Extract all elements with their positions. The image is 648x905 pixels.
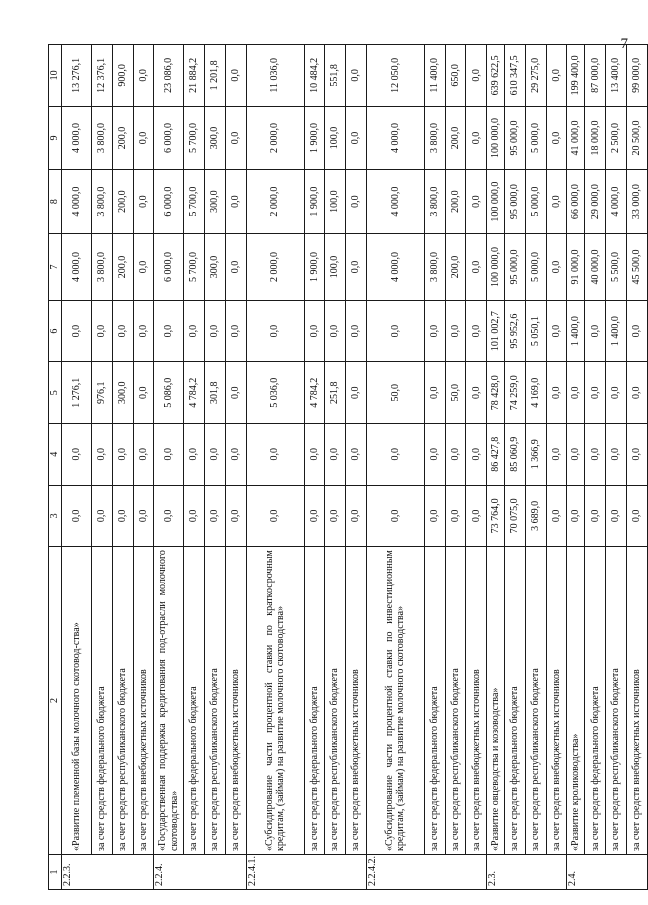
value-cell: 2 000,0	[246, 106, 304, 170]
value-cell: 0,0	[627, 362, 648, 424]
funding-source-row	[92, 45, 113, 890]
value-cell: 0,0	[225, 45, 246, 107]
value-cell: 1 400,0	[606, 300, 627, 362]
row-title: «Субсидирование части процентной ставки по инвестиционным кредитам, (займам) на развитие молочного скотоводства»	[366, 547, 424, 855]
value-cell: 85 060,9	[505, 424, 526, 486]
value-cell: 4 000,0	[366, 106, 424, 170]
value-cell: 0,0	[585, 424, 606, 486]
value-cell: 100 000,0	[487, 234, 505, 301]
value-cell: 3 800,0	[92, 106, 113, 170]
value-cell: 100 000,0	[487, 170, 505, 234]
value-cell: 976,1	[92, 362, 113, 424]
group-row	[366, 45, 424, 890]
value-cell: 91 000,0	[567, 234, 585, 301]
group-row	[246, 45, 304, 890]
column-header: 1	[49, 854, 62, 889]
value-cell: 5 050,1	[525, 300, 546, 362]
value-cell: 6 000,0	[154, 106, 184, 170]
value-cell: 95 000,0	[505, 234, 526, 301]
row-title: «Развитие овцеводства и козоводства»	[487, 547, 505, 855]
value-cell: 0,0	[304, 424, 325, 486]
row-code: 2.2.4.2.	[366, 854, 486, 889]
value-cell: 50,0	[445, 362, 466, 424]
value-cell: 300,0	[205, 170, 226, 234]
funding-source-row	[304, 45, 325, 890]
value-cell: 0,0	[133, 45, 154, 107]
funding-source-row	[184, 45, 205, 890]
value-cell: 0,0	[424, 485, 445, 547]
value-cell: 4 000,0	[606, 170, 627, 234]
value-cell: 23 086,0	[154, 45, 184, 107]
funding-source-label: за счет средств внебюджетных источников	[546, 547, 567, 855]
row-title: «Развитие кролиководства»	[567, 547, 585, 855]
value-cell: 0,0	[225, 300, 246, 362]
value-cell: 3 800,0	[92, 234, 113, 301]
value-cell: 0,0	[567, 485, 585, 547]
value-cell: 0,0	[304, 485, 325, 547]
value-cell: 0,0	[585, 362, 606, 424]
row-code: 2.2.4.	[154, 854, 246, 889]
row-code: 2.2.4.1.	[246, 854, 366, 889]
value-cell: 95 000,0	[505, 106, 526, 170]
value-cell: 0,0	[466, 485, 487, 547]
value-cell: 0,0	[92, 300, 113, 362]
value-cell: 13 400,0	[606, 45, 627, 107]
value-cell: 0,0	[346, 485, 367, 547]
value-cell: 0,0	[133, 106, 154, 170]
funding-source-row	[525, 45, 546, 890]
value-cell: 639 622,5	[487, 45, 505, 107]
row-title: «Государственная поддержка кредитования под-отрасли молочного скотоводства»	[154, 547, 184, 855]
funding-source-label: за счет средств федерального бюджета	[92, 547, 113, 855]
value-cell: 3 689,0	[525, 485, 546, 547]
value-cell: 0,0	[466, 170, 487, 234]
value-cell: 74 259,0	[505, 362, 526, 424]
value-cell: 6 000,0	[154, 234, 184, 301]
funding-source-label: за счет средств республиканского бюджета	[445, 547, 466, 855]
value-cell: 4 000,0	[62, 170, 92, 234]
value-cell: 0,0	[346, 300, 367, 362]
group-row	[62, 45, 92, 890]
value-cell: 3 800,0	[424, 106, 445, 170]
column-header: 7	[49, 234, 62, 301]
value-cell: 2 000,0	[246, 234, 304, 301]
funding-source-row	[133, 45, 154, 890]
value-cell: 50,0	[366, 362, 424, 424]
table-body	[49, 45, 648, 890]
value-cell: 0,0	[466, 362, 487, 424]
value-cell: 41 000,0	[567, 106, 585, 170]
value-cell: 300,0	[205, 234, 226, 301]
value-cell: 0,0	[225, 234, 246, 301]
value-cell: 0,0	[246, 485, 304, 547]
value-cell: 11 036,0	[246, 45, 304, 107]
funding-source-row	[585, 45, 606, 890]
value-cell: 0,0	[466, 234, 487, 301]
funding-source-row	[466, 45, 487, 890]
value-cell: 0,0	[445, 300, 466, 362]
value-cell: 0,0	[346, 45, 367, 107]
value-cell: 0,0	[346, 106, 367, 170]
value-cell: 5 700,0	[184, 170, 205, 234]
column-header: 2	[49, 547, 62, 855]
value-cell: 0,0	[225, 170, 246, 234]
row-code: 2.4.	[567, 854, 648, 889]
value-cell: 200,0	[112, 106, 133, 170]
value-cell: 29 000,0	[585, 170, 606, 234]
value-cell: 0,0	[325, 424, 346, 486]
value-cell: 95 000,0	[505, 170, 526, 234]
value-cell: 10 484,2	[304, 45, 325, 107]
value-cell: 200,0	[445, 234, 466, 301]
funding-source-row	[424, 45, 445, 890]
value-cell: 0,0	[325, 300, 346, 362]
value-cell: 0,0	[133, 424, 154, 486]
value-cell: 0,0	[346, 170, 367, 234]
value-cell: 11 400,0	[424, 45, 445, 107]
value-cell: 0,0	[546, 362, 567, 424]
value-cell: 0,0	[133, 234, 154, 301]
value-cell: 0,0	[62, 300, 92, 362]
value-cell: 0,0	[62, 485, 92, 547]
value-cell: 0,0	[225, 362, 246, 424]
value-cell: 6 000,0	[154, 170, 184, 234]
value-cell: 5 086,0	[154, 362, 184, 424]
row-code: 2.3.	[487, 854, 567, 889]
value-cell: 200,0	[445, 170, 466, 234]
value-cell: 20 500,0	[627, 106, 648, 170]
value-cell: 0,0	[225, 106, 246, 170]
value-cell: 0,0	[346, 362, 367, 424]
funding-source-label: за счет средств федерального бюджета	[424, 547, 445, 855]
value-cell: 1 900,0	[304, 234, 325, 301]
value-cell: 0,0	[546, 234, 567, 301]
value-cell: 251,8	[325, 362, 346, 424]
value-cell: 0,0	[154, 424, 184, 486]
value-cell: 0,0	[466, 106, 487, 170]
value-cell: 2 500,0	[606, 106, 627, 170]
column-header: 4	[49, 424, 62, 486]
value-cell: 200,0	[445, 106, 466, 170]
value-cell: 0,0	[606, 362, 627, 424]
group-row	[487, 45, 505, 890]
value-cell: 0,0	[225, 485, 246, 547]
header-row	[49, 45, 62, 890]
value-cell: 0,0	[424, 424, 445, 486]
value-cell: 0,0	[346, 424, 367, 486]
value-cell: 199 400,0	[567, 45, 585, 107]
value-cell: 18 000,0	[585, 106, 606, 170]
value-cell: 5 000,0	[525, 106, 546, 170]
funding-source-label: за счет средств республиканского бюджета	[205, 547, 226, 855]
group-row	[567, 45, 585, 890]
funding-source-label: за счет средств республиканского бюджета	[525, 547, 546, 855]
value-cell: 29 275,0	[525, 45, 546, 107]
funding-source-row	[606, 45, 627, 890]
funding-source-label: за счет средств федерального бюджета	[184, 547, 205, 855]
value-cell: 0,0	[346, 234, 367, 301]
value-cell: 0,0	[366, 424, 424, 486]
funding-source-row	[112, 45, 133, 890]
value-cell: 0,0	[205, 485, 226, 547]
value-cell: 0,0	[546, 424, 567, 486]
value-cell: 86 427,8	[487, 424, 505, 486]
value-cell: 78 428,0	[487, 362, 505, 424]
funding-source-row	[505, 45, 526, 890]
value-cell: 100,0	[325, 234, 346, 301]
value-cell: 1 366,9	[525, 424, 546, 486]
value-cell: 0,0	[133, 300, 154, 362]
funding-source-label: за счет средств республиканского бюджета	[325, 547, 346, 855]
value-cell: 0,0	[466, 300, 487, 362]
value-cell: 100,0	[325, 106, 346, 170]
value-cell: 0,0	[546, 300, 567, 362]
funding-source-label: за счет средств внебюджетных источников	[346, 547, 367, 855]
value-cell: 0,0	[567, 362, 585, 424]
value-cell: 0,0	[627, 300, 648, 362]
value-cell: 0,0	[627, 485, 648, 547]
value-cell: 0,0	[246, 424, 304, 486]
funding-source-label: за счет средств внебюджетных источников	[133, 547, 154, 855]
value-cell: 200,0	[112, 234, 133, 301]
value-cell: 0,0	[112, 424, 133, 486]
value-cell: 0,0	[325, 485, 346, 547]
value-cell: 0,0	[546, 170, 567, 234]
value-cell: 0,0	[585, 485, 606, 547]
column-header: 3	[49, 485, 62, 547]
funding-source-row	[346, 45, 367, 890]
column-header: 8	[49, 170, 62, 234]
funding-source-label: за счет средств федерального бюджета	[304, 547, 325, 855]
value-cell: 4 000,0	[62, 234, 92, 301]
funding-source-label: за счет средств федерального бюджета	[585, 547, 606, 855]
value-cell: 1 900,0	[304, 106, 325, 170]
column-header: 6	[49, 300, 62, 362]
value-cell: 200,0	[112, 170, 133, 234]
value-cell: 95 952,6	[505, 300, 526, 362]
row-title: «Субсидирование части процентной ставки по краткосрочным кредитам, (займам) на развитие молочного скотоводства»	[246, 547, 304, 855]
value-cell: 0,0	[184, 485, 205, 547]
row-code: 2.2.3.	[62, 854, 154, 889]
value-cell: 99 000,0	[627, 45, 648, 107]
funding-source-label: за счет средств республиканского бюджета	[112, 547, 133, 855]
value-cell: 0,0	[133, 170, 154, 234]
value-cell: 45 500,0	[627, 234, 648, 301]
value-cell: 650,0	[445, 45, 466, 107]
value-cell: 12 050,0	[366, 45, 424, 107]
value-cell: 5 700,0	[184, 106, 205, 170]
value-cell: 5 000,0	[525, 170, 546, 234]
funding-source-label: за счет средств внебюджетных источников	[225, 547, 246, 855]
value-cell: 0,0	[546, 106, 567, 170]
value-cell: 0,0	[92, 485, 113, 547]
value-cell: 0,0	[246, 300, 304, 362]
value-cell: 0,0	[424, 362, 445, 424]
value-cell: 4 784,2	[304, 362, 325, 424]
value-cell: 0,0	[154, 300, 184, 362]
value-cell: 73 764,0	[487, 485, 505, 547]
value-cell: 0,0	[627, 424, 648, 486]
value-cell: 33 000,0	[627, 170, 648, 234]
value-cell: 12 376,1	[92, 45, 113, 107]
value-cell: 0,0	[585, 300, 606, 362]
value-cell: 87 000,0	[585, 45, 606, 107]
value-cell: 4 000,0	[366, 170, 424, 234]
value-cell: 0,0	[424, 300, 445, 362]
value-cell: 4 169,0	[525, 362, 546, 424]
funding-source-row	[205, 45, 226, 890]
value-cell: 0,0	[205, 424, 226, 486]
value-cell: 1 276,1	[62, 362, 92, 424]
value-cell: 0,0	[133, 485, 154, 547]
value-cell: 0,0	[445, 485, 466, 547]
value-cell: 5 000,0	[525, 234, 546, 301]
group-row	[154, 45, 184, 890]
value-cell: 0,0	[112, 485, 133, 547]
funding-source-label: за счет средств федерального бюджета	[505, 547, 526, 855]
value-cell: 300,0	[112, 362, 133, 424]
value-cell: 5 036,0	[246, 362, 304, 424]
funding-source-row	[325, 45, 346, 890]
value-cell: 0,0	[112, 300, 133, 362]
value-cell: 13 276,1	[62, 45, 92, 107]
funding-source-label: за счет средств республиканского бюджета	[606, 547, 627, 855]
value-cell: 4 000,0	[366, 234, 424, 301]
funding-source-row	[225, 45, 246, 890]
value-cell: 70 075,0	[505, 485, 526, 547]
value-cell: 0,0	[567, 424, 585, 486]
funding-source-label: за счет средств внебюджетных источников	[466, 547, 487, 855]
value-cell: 0,0	[133, 362, 154, 424]
value-cell: 551,8	[325, 45, 346, 107]
funding-source-row	[546, 45, 567, 890]
value-cell: 0,0	[606, 485, 627, 547]
value-cell: 21 884,2	[184, 45, 205, 107]
column-header: 10	[49, 45, 62, 107]
value-cell: 100 000,0	[487, 106, 505, 170]
funding-source-row	[627, 45, 648, 890]
value-cell: 610 347,5	[505, 45, 526, 107]
value-cell: 0,0	[225, 424, 246, 486]
value-cell: 0,0	[205, 300, 226, 362]
value-cell: 0,0	[445, 424, 466, 486]
value-cell: 1 400,0	[567, 300, 585, 362]
funding-source-label: за счет средств внебюджетных источников	[627, 547, 648, 855]
value-cell: 0,0	[366, 300, 424, 362]
row-title: «Развитие племенной базы молочного скотовод-ства»	[62, 547, 92, 855]
value-cell: 0,0	[304, 300, 325, 362]
page-number: 7	[620, 36, 628, 52]
value-cell: 0,0	[92, 424, 113, 486]
value-cell: 3 800,0	[424, 170, 445, 234]
value-cell: 0,0	[546, 45, 567, 107]
value-cell: 301,8	[205, 362, 226, 424]
value-cell: 101 002,7	[487, 300, 505, 362]
rotated-table-container	[48, 44, 648, 890]
value-cell: 4 000,0	[62, 106, 92, 170]
value-cell: 66 000,0	[567, 170, 585, 234]
value-cell: 0,0	[154, 485, 184, 547]
value-cell: 5 700,0	[184, 234, 205, 301]
value-cell: 0,0	[62, 424, 92, 486]
column-header: 9	[49, 106, 62, 170]
budget-table	[48, 44, 648, 890]
funding-source-row	[445, 45, 466, 890]
value-cell: 4 784,2	[184, 362, 205, 424]
value-cell: 0,0	[546, 485, 567, 547]
value-cell: 3 800,0	[92, 170, 113, 234]
value-cell: 0,0	[466, 424, 487, 486]
value-cell: 5 500,0	[606, 234, 627, 301]
value-cell: 3 800,0	[424, 234, 445, 301]
value-cell: 0,0	[366, 485, 424, 547]
value-cell: 0,0	[466, 45, 487, 107]
value-cell: 300,0	[205, 106, 226, 170]
value-cell: 2 000,0	[246, 170, 304, 234]
value-cell: 0,0	[184, 424, 205, 486]
column-header: 5	[49, 362, 62, 424]
value-cell: 100,0	[325, 170, 346, 234]
value-cell: 900,0	[112, 45, 133, 107]
value-cell: 0,0	[606, 424, 627, 486]
value-cell: 40 000,0	[585, 234, 606, 301]
value-cell: 1 201,8	[205, 45, 226, 107]
value-cell: 0,0	[184, 300, 205, 362]
value-cell: 1 900,0	[304, 170, 325, 234]
